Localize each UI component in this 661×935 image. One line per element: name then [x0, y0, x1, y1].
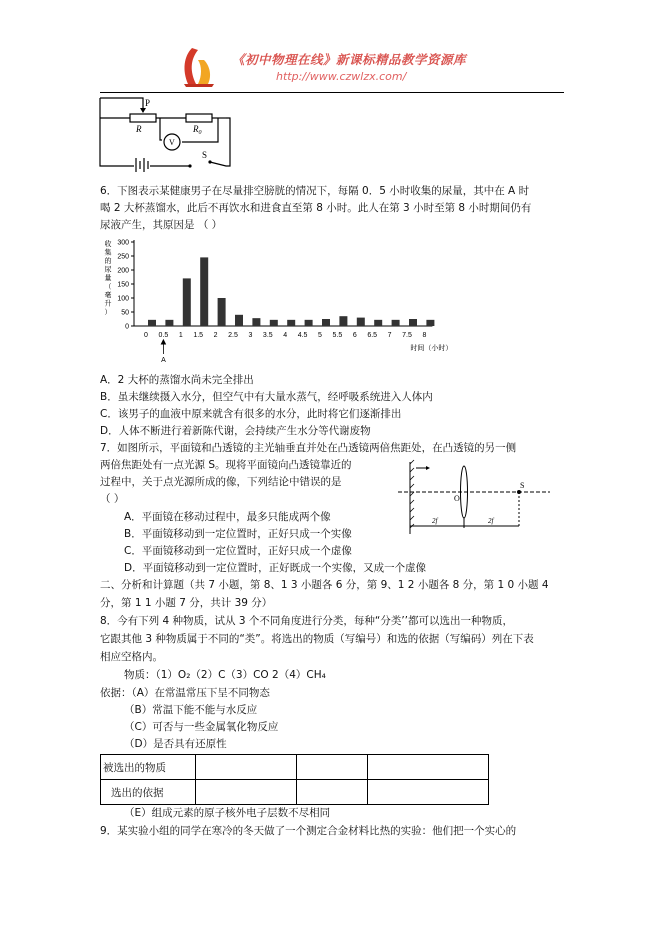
- header-logo: [178, 46, 218, 88]
- q6-option-d: D．人体不断进行着新陈代谢，会持续产生水分等代谢废物: [100, 425, 371, 437]
- table-cell[interactable]: [196, 755, 297, 780]
- q8-basis-c: （C）可否与一些金属氧化物反应: [124, 721, 279, 733]
- bar: [305, 320, 313, 326]
- bar: [270, 320, 278, 326]
- bar: [252, 318, 260, 326]
- x-tick-label: 3: [248, 332, 253, 339]
- q8-line1: 8．今有下列 4 种物质，试从 3 个不同角度进行分类，每种“分类’’都可以选出一种物质，: [100, 615, 514, 627]
- circuit-label-r: R: [136, 124, 142, 134]
- table-cell[interactable]: [297, 755, 368, 780]
- q8-substances: 物质：（1）O₂（2）C（3）CO 2（4）CH₄: [124, 669, 326, 681]
- y-tick-label: 250: [117, 253, 129, 261]
- circuit-label-p: P: [145, 98, 151, 108]
- q8-basis-e: （E）组成元素的原子核外电子层数不尽相同: [124, 807, 331, 819]
- x-tick-label: 1.5: [193, 332, 204, 339]
- x-tick-label: 1: [178, 332, 183, 339]
- bar: [392, 320, 400, 326]
- bar: [165, 320, 173, 326]
- q6-line3: 尿液产生，其原因是 （ ）: [100, 219, 223, 231]
- bar: [235, 315, 243, 326]
- bar: [409, 319, 417, 326]
- table-row-header: 选出的依据: [101, 780, 196, 805]
- q7-option-a: A．平面镜在移动过程中，最多只能成两个像: [124, 511, 331, 523]
- bar: [339, 316, 347, 326]
- y-tick-label: 200: [117, 267, 129, 275]
- marker-label: A: [161, 357, 166, 364]
- lens-label-o: O: [454, 494, 460, 503]
- circuit-diagram: [98, 96, 238, 172]
- table-cell[interactable]: [368, 755, 489, 780]
- table-row: [101, 780, 489, 805]
- q7-option-b: B．平面镜移动到一定位置时，正好只成一个实像: [124, 528, 352, 540]
- y-axis-label-char: 量: [104, 275, 112, 282]
- distance-label-left: 2f: [432, 517, 438, 525]
- q7-line2: 两倍焦距处有一点光源 S。现将平面镜向凸透镜靠近的: [100, 459, 352, 471]
- y-tick-label: 100: [117, 295, 129, 303]
- y-tick-label: 0: [125, 323, 129, 331]
- y-axis-label-char: 的: [104, 258, 112, 265]
- q7-option-c: C．平面镜移动到一定位置时，正好只成一个虚像: [124, 545, 352, 557]
- q6-option-c: C．该男子的血液中原来就含有很多的水分，此时将它们逐渐排出: [100, 408, 402, 420]
- bar: [148, 320, 156, 326]
- q7-line3: 过程中，关于点光源所成的像，下列结论中错误的是: [100, 476, 342, 488]
- y-axis-label-char: ）: [104, 309, 112, 316]
- x-tick-label: 7: [387, 332, 392, 339]
- q7-line1: 7．如图所示，平面镜和凸透镜的主光轴垂直并处在凸透镜两倍焦距处，在凸透镜的另一侧: [100, 442, 517, 454]
- x-tick-label: 0.5: [158, 332, 169, 339]
- q9-line1: 9．某实验小组的同学在寒冷的冬天做了一个测定合金材料比热的实验：他们把一个实心的: [100, 825, 517, 837]
- switch-label: S: [202, 150, 208, 160]
- q6-line1: 6．下图表示某健康男子在尽量排空膀胱的情况下，每隔 0．5 小时收集的尿量，其中在 A 时: [100, 185, 530, 197]
- x-axis-label: 时间（小时）: [410, 345, 453, 352]
- circuit-label-r0: $R_0$: [193, 124, 202, 136]
- source-label-s: S: [520, 481, 525, 490]
- y-axis-label-char: （: [104, 283, 112, 291]
- q8-basis-b: （B）常温下能不能与水反应: [124, 704, 258, 716]
- y-axis-label-char: 升: [104, 300, 112, 308]
- bar: [218, 298, 226, 326]
- bar: [183, 278, 191, 326]
- distance-label-right: 2f: [488, 517, 494, 525]
- x-tick-label: 5: [318, 332, 322, 339]
- q8-basis-a: 依据：（A）在常温常压下呈不同物态: [100, 687, 270, 699]
- lens-mirror-diagram: [392, 458, 556, 538]
- section2-line2: 分，第 1 1 小题 7 分，共计 39 分）: [100, 597, 273, 609]
- x-tick-label: 4: [283, 332, 288, 339]
- marker-arrowhead: [161, 340, 165, 344]
- y-axis-label-char: 尿: [104, 266, 112, 274]
- bar: [287, 320, 295, 326]
- bar: [426, 320, 434, 326]
- q8-line2: 它跟其他 3 种物质属于不同的“类”。将选出的物质（写编号）和选的依据（写编码）列在下表: [100, 633, 534, 645]
- x-tick-label: 5.5: [332, 332, 343, 339]
- y-axis-label-char: 集: [104, 249, 112, 257]
- bar: [200, 257, 208, 326]
- bar: [322, 319, 330, 326]
- y-tick-label: 300: [117, 239, 129, 247]
- table-cell[interactable]: [368, 780, 489, 805]
- bar: [374, 320, 382, 326]
- q7-option-d: D．平面镜移动到一定位置时，正好既成一个实像，又成一个虚像: [124, 562, 427, 574]
- x-tick-label: 2: [213, 332, 218, 339]
- table-cell[interactable]: [196, 780, 297, 805]
- q8-basis-d: （D）是否具有还原性: [124, 738, 227, 750]
- header-rule: [100, 92, 564, 93]
- voltmeter-label: V: [169, 138, 175, 147]
- x-tick-label: 0: [144, 332, 148, 339]
- x-tick-label: 2.5: [228, 332, 238, 339]
- y-axis-label-char: 毫: [104, 292, 112, 299]
- table-row-header: 被选出的物质: [101, 755, 196, 780]
- header-title: 《初中物理在线》新课标精品教学资源库: [232, 52, 467, 67]
- x-tick-label: 7.5: [402, 332, 412, 339]
- q8-answer-table: [100, 754, 489, 805]
- q6-line2: 喝 2 大杯蒸馏水，此后不再饮水和进食直至第 8 小时。此人在第 3 小时至第 8 小时期间仍有: [100, 202, 532, 214]
- table-row: [101, 755, 489, 780]
- header-url: http://www.czwlzx.com/: [276, 70, 407, 83]
- table-cell[interactable]: [297, 780, 368, 805]
- q6-option-a: A．2 大杯的蒸馏水尚未完全排出: [100, 374, 254, 386]
- y-axis-label-char: 收: [104, 241, 112, 248]
- bar: [357, 318, 365, 326]
- q6-option-b: B．虽未继续摄入水分，但空气中有大量水蒸气，经呼吸系统进入人体内: [100, 391, 433, 403]
- x-tick-label: 4.5: [297, 332, 308, 339]
- q8-line3: 相应空格内。: [100, 651, 163, 663]
- x-tick-label: 6.5: [367, 332, 378, 339]
- x-tick-label: 6: [352, 332, 357, 339]
- y-tick-label: 150: [117, 281, 129, 289]
- x-tick-label: 8: [422, 332, 427, 339]
- x-tick-label: 3.5: [262, 332, 273, 339]
- urine-bar-chart: [98, 236, 453, 372]
- y-tick-label: 50: [121, 309, 129, 317]
- section2-line1: 二、分析和计算题（共 7 小题，第 8、1 3 小题各 6 分，第 9、1 2 小题各 8 分，第 1 0 小题 4: [100, 579, 549, 591]
- q7-line4: （ ）: [100, 493, 125, 505]
